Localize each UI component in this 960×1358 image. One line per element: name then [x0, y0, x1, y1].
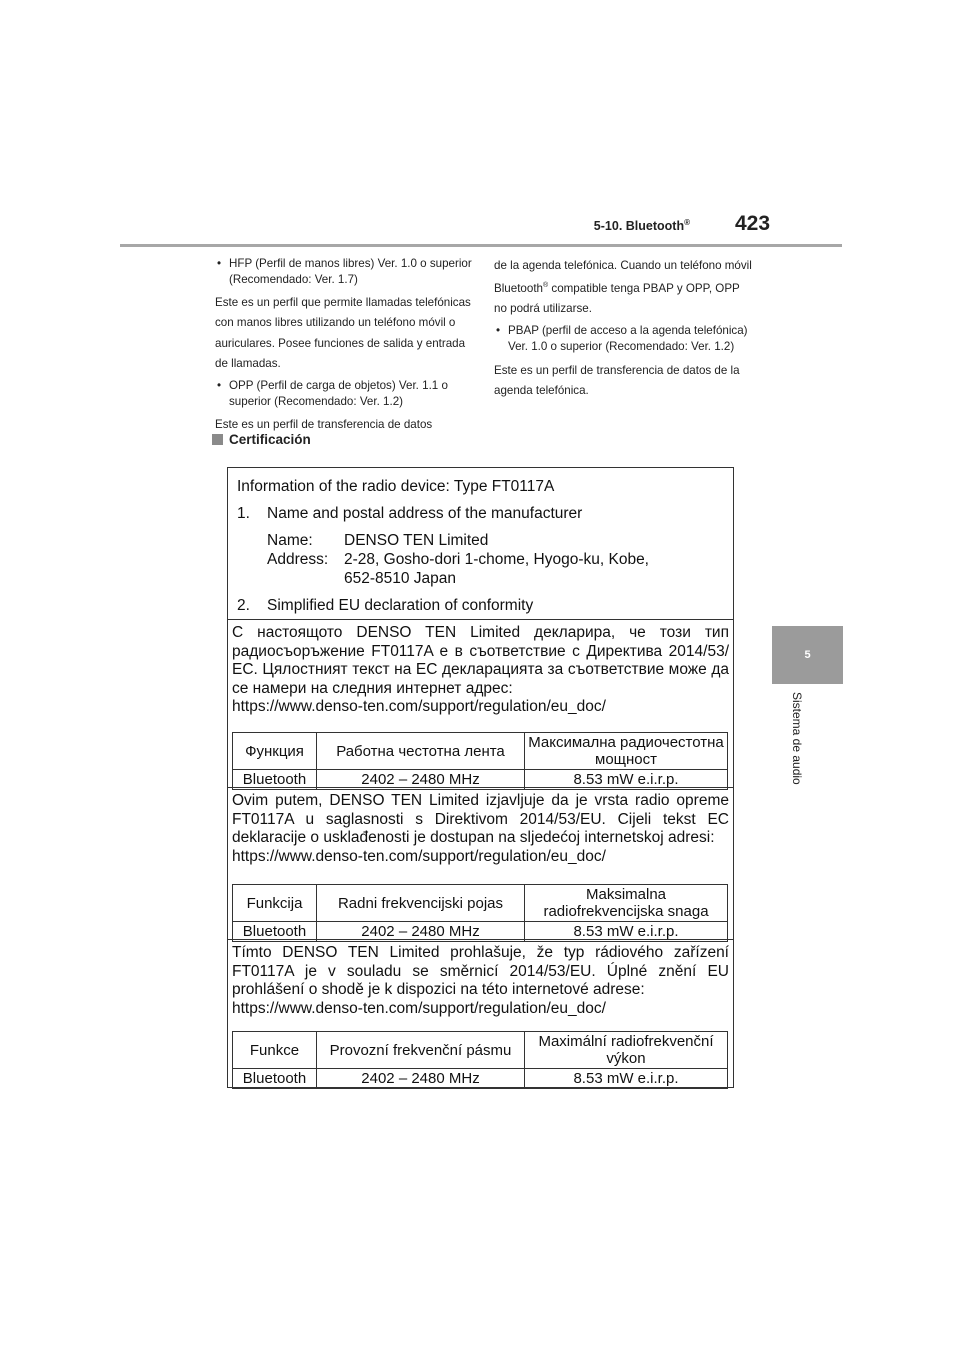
- declaration-url[interactable]: https://www.denso-ten.com/support/regulation/eu_doc/: [232, 847, 606, 865]
- cell-band: 2402 – 2480 MHz: [317, 1069, 525, 1089]
- header-rule: [120, 244, 842, 247]
- declaration-czech: [228, 940, 733, 1089]
- address-label: Address:: [267, 551, 329, 568]
- declaration-text: Tímto DENSO TEN Limited prohlašuje, že typ rádiového zařízení FT0117A je v souladu se směrnicí 2014/53/EU. Úplné znění EU prohlášení o shodě je k dispozici na této internetové adrese:: [232, 944, 729, 998]
- header-band: Provozní frekvenční pásmu: [317, 1032, 525, 1069]
- declaration-url[interactable]: https://www.denso-ten.com/support/regulation/eu_doc/: [232, 698, 606, 715]
- cell-power: 8.53 mW e.i.r.p.: [525, 1069, 728, 1089]
- certification-box: [227, 467, 734, 1088]
- cell-band: 2402 – 2480 MHz: [317, 770, 525, 790]
- declaration-text: С настоящото DENSO TEN Limited декларира, че този тип радиосъоръжение FT0117A е в съответствие с Директива 2014/53/ЕС. Цялостният текст на ЕС декларацията за съответствие може да се намери на следния интернет адрес:: [232, 624, 729, 697]
- header-function: Funkce: [233, 1032, 317, 1069]
- cert-item-1: 1. Name and postal address of the manufacturer: [237, 505, 583, 522]
- name-value: DENSO TEN Limited: [344, 532, 489, 549]
- spec-table: [232, 884, 728, 942]
- section-heading: Certificación: [212, 432, 311, 447]
- declaration-text: Ovim putem, DENSO TEN Limited izjavljuje da je vrsta radio opreme FT0117A u saglasnosti s Direktivom 2014/53/EU. Cijeli tekst EC deklaracije o usklađenosti je dostupan na sljedećoj internetskoj adresi:: [232, 792, 729, 846]
- cell-function: Bluetooth: [233, 1069, 317, 1089]
- spec-table: [232, 732, 728, 790]
- cell-power: 8.53 mW e.i.r.p.: [525, 770, 728, 790]
- cell-function: Bluetooth: [233, 770, 317, 790]
- header-function: Funkcija: [233, 885, 317, 922]
- cert-title: Information of the radio device: Type FT0117A: [237, 478, 555, 495]
- right-column: [494, 256, 752, 405]
- header-function: Функция: [233, 733, 317, 770]
- address-line-2: 652-8510 Japan: [344, 570, 457, 587]
- cert-header: [228, 468, 733, 620]
- cell-power: 8.53 mW e.i.r.p.: [525, 922, 728, 942]
- cell-band: 2402 – 2480 MHz: [317, 922, 525, 942]
- spec-table: [232, 1031, 728, 1089]
- name-label: Name:: [267, 532, 313, 549]
- paragraph-hfp: Este es un perfil que permite llamadas telefónicas con manos libres utilizando un teléfono móvil o auriculares. Posee funciones de salida y entrada de llamadas.: [215, 296, 471, 370]
- bullet-opp: • OPP (Perfil de carga de objetos) Ver. 1.1 o superior (Recomendado: Ver. 1.2): [215, 378, 473, 409]
- page-number: 423: [735, 212, 771, 235]
- cell-function: Bluetooth: [233, 922, 317, 942]
- bullet-pbap: • PBAP (perfil de acceso a la agenda telefónica) Ver. 1.0 o superior (Recomendado: Ver. 1.2): [494, 323, 752, 354]
- header-band: Radni frekvencijski pojas: [317, 885, 525, 922]
- bullet-hfp: • HFP (Perfil de manos libres) Ver. 1.0 o superior (Recomendado: Ver. 1.7): [215, 256, 473, 287]
- paragraph-pbap: Este es un perfil de transferencia de datos de la agenda telefónica.: [494, 363, 740, 397]
- left-column: [215, 256, 473, 440]
- header-power: Maximální radiofrekvenční výkon: [525, 1032, 728, 1069]
- section-title: 5-10. Bluetooth®: [593, 218, 690, 234]
- paragraph-opp-cont: de la agenda telefónica. Cuando un teléfono móvil Bluetooth® compatible tenga PBAP y OPP, OPP no podrá utilizarse.: [494, 259, 752, 316]
- address-line-1: 2-28, Gosho-dori 1-chome, Hyogo-ku, Kobe,: [344, 551, 649, 568]
- declaration-croatian: [228, 788, 733, 940]
- declaration-url[interactable]: https://www.denso-ten.com/support/regulation/eu_doc/: [232, 999, 606, 1017]
- paragraph-opp: Este es un perfil de transferencia de datos: [215, 418, 433, 432]
- header-power: Максимална радиочестотна мощност: [525, 733, 728, 770]
- chapter-tab: [772, 626, 843, 684]
- header-band: Работна честотна лента: [317, 733, 525, 770]
- cert-item-2: 2. Simplified EU declaration of conformity: [237, 597, 534, 614]
- chapter-label: Sistema de audio: [790, 692, 804, 785]
- square-bullet-icon: [212, 434, 223, 445]
- declaration-bulgarian: [228, 620, 733, 788]
- header-power: Maksimalna radiofrekvencijska snaga: [525, 885, 728, 922]
- chapter-number: 5: [804, 649, 811, 661]
